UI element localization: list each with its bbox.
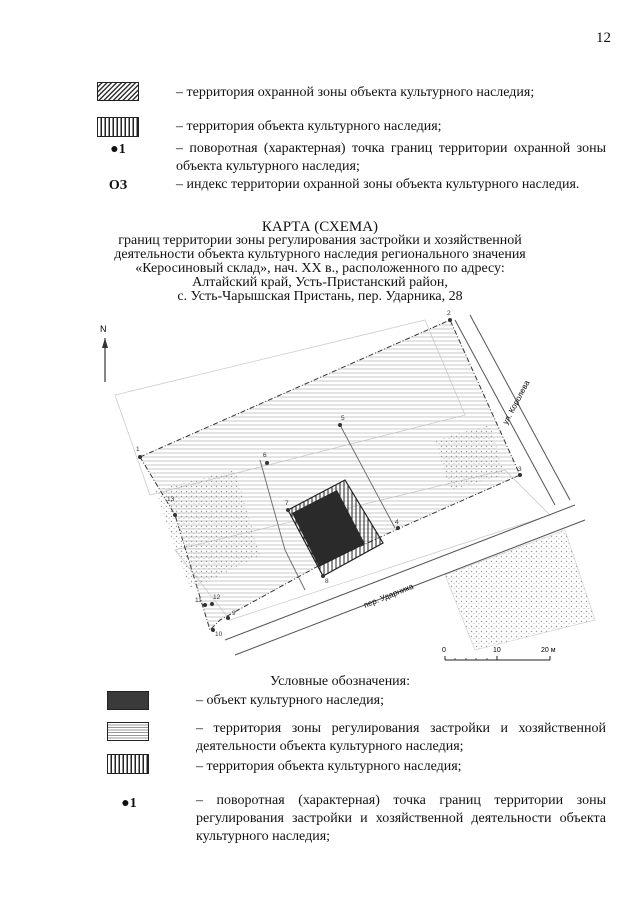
map-title-line: Алтайский край, Усть-Пристанский район, — [192, 275, 448, 290]
turning-point-label: 4 — [395, 519, 399, 526]
turning-point-label: 1 — [136, 446, 140, 453]
street-label-koroleva: ул. Королева — [500, 378, 532, 426]
turning-point-1 — [138, 455, 142, 459]
north-arrow-icon — [102, 338, 108, 382]
legend-swatch-protection-zone — [97, 82, 139, 101]
scale-label-10: 10 — [493, 647, 501, 654]
legend-text-heritage-territory: – территория объекта культурного наследия; — [176, 119, 442, 134]
street-label-udarnika: пер. Ударника — [362, 581, 415, 610]
map-title-line: деятельности объекта культурного наследия регионального значения — [114, 247, 526, 262]
legend-text-turning-point: – поворотная (характерная) точка границ территории охранной зоны объекта культурного наследия; — [176, 141, 606, 174]
turning-point-label: 5 — [341, 415, 345, 422]
turning-point-2 — [448, 318, 452, 322]
turning-point-6 — [265, 461, 269, 465]
map-title-heading: КАРТА (СХЕМА) — [261, 219, 379, 235]
north-label: N — [100, 324, 107, 334]
scale-label-0: 0 — [442, 647, 446, 654]
turning-point-label: 8 — [325, 578, 329, 585]
turning-point-11 — [203, 603, 207, 607]
legend-swatch-regulation-zone — [107, 722, 149, 741]
scale-label-20: 20 м — [541, 647, 556, 654]
legend-swatch-heritage-territory-bottom — [107, 754, 149, 774]
turning-point-label: 12 — [213, 594, 221, 601]
turning-point-label: 11 — [195, 597, 202, 604]
legend-text-protection-zone: – территория охранной зоны объекта культурного наследия; — [176, 85, 535, 100]
turning-point-13 — [173, 513, 177, 517]
legend-text-heritage-object: – объект культурного наследия; — [196, 693, 384, 708]
scale-bar — [442, 647, 556, 660]
legend-text-regulation-zone: – территория зоны регулирования застройки и хозяйственной деятельности объекта культурного наследия; — [196, 721, 606, 754]
turning-point-label: 9 — [232, 610, 236, 617]
map-title-line: с. Усть-Чарышская Пристань, пер. Ударника, 28 — [177, 289, 463, 304]
legend-text-turning-point-bottom: – поворотная (характерная) точка границ территории зоны регулирования застройки и хозяйственной деятельности объекта культурного наследия; — [196, 793, 606, 844]
map-scheme — [95, 300, 605, 670]
turning-point-label: 13 — [167, 496, 175, 503]
turning-point-label: 3 — [518, 466, 522, 473]
turning-point-label: 2 — [447, 310, 451, 317]
turning-point-label: 10 — [215, 631, 223, 638]
turning-point-7 — [286, 508, 290, 512]
map-title-block — [110, 220, 530, 304]
turning-point-label: 7 — [285, 500, 289, 507]
legend-symbol-turning-point: ●1 — [110, 142, 126, 157]
turning-point-4 — [396, 526, 400, 530]
turning-point-3 — [518, 473, 522, 477]
legend-symbol-turning-point-bottom: ●1 — [121, 796, 137, 811]
neighbour-area — [445, 530, 595, 650]
turning-point-12 — [210, 602, 214, 606]
legend-swatch-heritage-object — [107, 691, 149, 710]
legend-symbol-zone-index: ОЗ — [108, 178, 128, 193]
turning-point-9 — [226, 616, 230, 620]
legend-swatch-heritage-territory — [97, 117, 139, 137]
turning-point-label: 6 — [263, 452, 267, 459]
legend-text-heritage-territory-bottom: – территория объекта культурного наследия; — [196, 759, 462, 774]
legend-text-zone-index: – индекс территории охранной зоны объекта культурного наследия. — [176, 177, 580, 192]
legend-heading: Условные обозначения: — [269, 674, 411, 689]
page-number: 12 — [596, 30, 611, 46]
map-title-line: «Керосиновый склад», нач. XX в., расположенного по адресу: — [135, 261, 505, 276]
map-title-line: границ территории зоны регулирования застройки и хозяйственной — [118, 233, 522, 248]
turning-point-5 — [338, 423, 342, 427]
map-drawing — [95, 300, 605, 670]
